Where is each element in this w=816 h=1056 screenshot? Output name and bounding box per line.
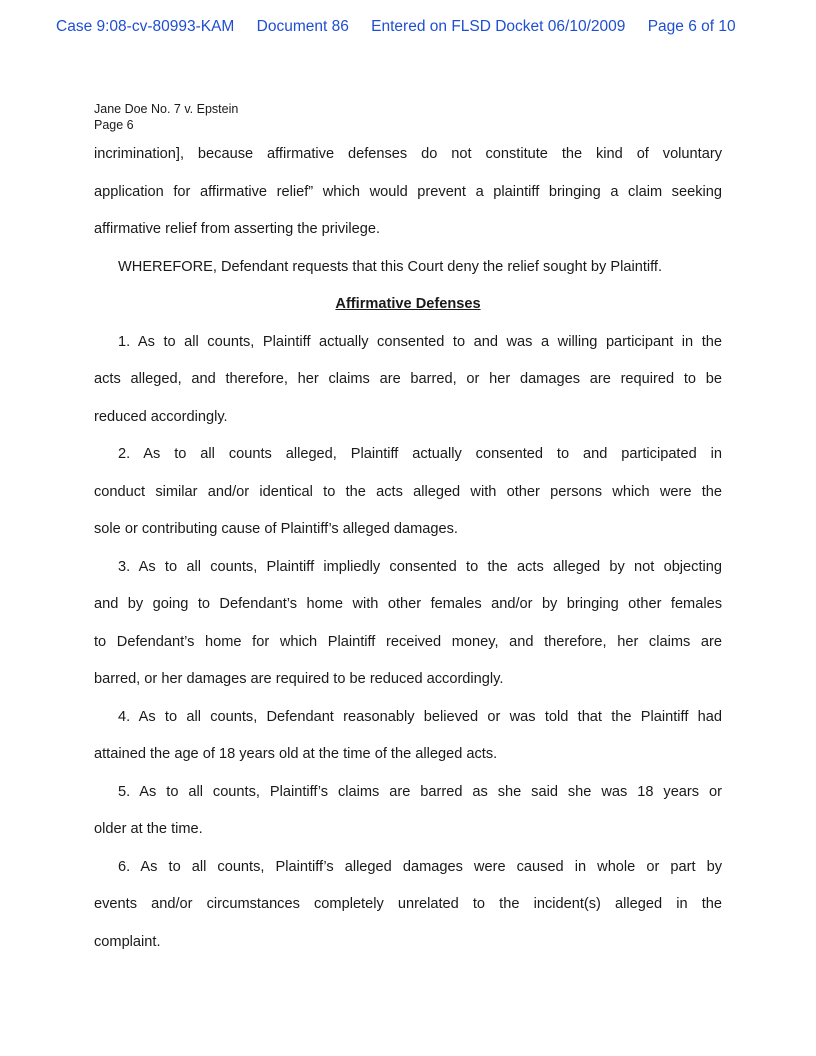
body-line: barred, or her damages are required to be reduced accordingly. — [94, 671, 504, 687]
body-line: attained the age of 18 years old at the time of the alleged acts. — [94, 746, 498, 762]
body-line: 6. As to all counts, Plaintiff’s alleged damages were caused in whole or part by — [118, 858, 722, 875]
body-line: to Defendant’s home for which Plaintiff received money, and therefore, her claims are — [94, 633, 722, 650]
body-line: 3. As to all counts, Plaintiff impliedly consented to the acts alleged by not objecting — [118, 558, 722, 575]
body-line: 4. As to all counts, Defendant reasonably believed or was told that the Plaintiff had — [118, 708, 722, 725]
defense-item — [94, 441, 722, 554]
body-line: reduced accordingly. — [94, 408, 228, 425]
body-line: incrimination], because affirmative defenses do not constitute the kind of voluntary — [94, 146, 722, 162]
caption-title: Jane Doe No. 7 v. Epstein — [94, 102, 239, 116]
body-line: sole or contributing cause of Plaintiff’s alleged damages. — [94, 521, 458, 537]
defense-item — [94, 779, 722, 854]
caption-page: Page 6 — [94, 118, 134, 132]
body-line: complaint. — [94, 933, 161, 950]
case-caption — [94, 101, 238, 133]
document-body — [94, 141, 722, 966]
document-number: Document 86 — [256, 18, 349, 35]
wherefore-clause: WHEREFORE, Defendant requests that this Court deny the relief sought by Plaintiff. — [118, 258, 663, 275]
body-line: application for affirmative relief” which would prevent a plaintiff bringing a claim seeking — [94, 183, 722, 200]
defense-item — [94, 554, 722, 704]
body-line: acts alleged, and therefore, her claims are barred, or her damages are required to be — [94, 371, 722, 387]
body-line: 5. As to all counts, Plaintiff’s claims are barred as she said she was 18 years or — [118, 783, 722, 800]
body-line: events and/or circumstances completely unrelated to the incident(s) alleged in the — [94, 896, 722, 912]
defense-item — [94, 329, 722, 442]
defense-item — [94, 704, 722, 779]
section-heading: Affirmative Defenses — [335, 296, 481, 312]
docket-entry-date: Entered on FLSD Docket 06/10/2009 — [371, 18, 626, 35]
body-line: conduct similar and/or identical to the acts alleged with other persons which were the — [94, 483, 722, 500]
docket-page-number: Page 6 of 10 — [647, 18, 736, 35]
body-line: 2. As to all counts alleged, Plaintiff actually consented to and participated in — [118, 446, 722, 462]
body-line: and by going to Defendant’s home with other females and/or by bringing other females — [94, 596, 722, 612]
body-line: affirmative relief from asserting the privilege. — [94, 221, 381, 237]
docket-header — [56, 18, 736, 36]
body-line: 1. As to all counts, Plaintiff actually consented to and was a willing participant in the — [118, 333, 722, 350]
defense-item — [94, 854, 722, 967]
case-number: Case 9:08-cv-80993-KAM — [56, 18, 235, 35]
body-line: older at the time. — [94, 821, 203, 837]
